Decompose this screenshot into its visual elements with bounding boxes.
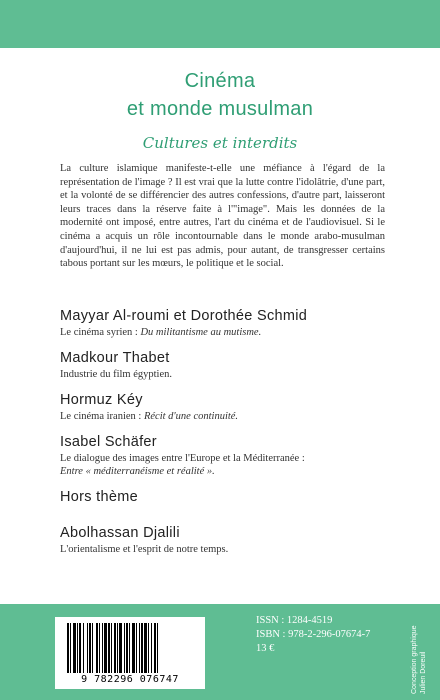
barcode-bar: [119, 623, 122, 673]
article-title-plain: Le dialogue des images entre l'Europe et la Méditerranée :: [60, 453, 305, 464]
barcode-bar: [139, 623, 140, 673]
barcode-bar: [132, 623, 135, 673]
barcode-bar: [77, 623, 78, 673]
barcode: [55, 617, 205, 689]
author-name: Isabel Schäfer: [60, 434, 157, 450]
barcode-bar: [99, 623, 100, 673]
barcode-bar: [124, 623, 125, 673]
barcode-bar: [117, 623, 118, 673]
article-title: [60, 452, 385, 465]
section-heading: Hors thème: [60, 489, 138, 505]
contents-entry: [60, 348, 385, 381]
contents-entry: [60, 306, 385, 339]
contents-entry: [60, 432, 385, 478]
article-title-plain: Le cinéma iranien :: [60, 411, 144, 422]
article-title: [60, 368, 385, 381]
author-name: Madkour Thabet: [60, 350, 170, 366]
intro-paragraph: La culture islamique manifeste-t-elle une méfiance à l'égard de la représentation de l'image ? Il est vrai que la lutte contre l'idolâtrie, d'une part, et la volonté de se différencier des autres confessions, d'autre part, laisseront leurs traces dans la réserve faite à l'"image". Mais les données de la modernité ont imposé, entre autres, l'art du cinéma et de l'audiovisuel. Si le cinéma a acquis un rôle incontournable dans le monde arabo-musulman d'aujourd'hui, il ne lui est pas admis, pour autant, de transgresser certains tabous portant sur les mœurs, le politique et le social.: [60, 163, 385, 270]
barcode-bar: [92, 623, 93, 673]
barcode-bar: [129, 623, 130, 673]
barcode-bar: [79, 623, 81, 673]
design-credit: [410, 626, 428, 695]
barcode-number: 9 782296 076747: [81, 674, 179, 685]
isbn-text: ISBN : 978-2-296-07674-7: [256, 629, 371, 640]
book-title-line1: Cinéma: [184, 70, 256, 92]
article-title-italic: Entre « méditerranéisme et réalité ».: [60, 466, 215, 477]
contents-entry: [60, 523, 385, 556]
article-title-italic: Récit d'une continuité.: [143, 411, 239, 422]
barcode-bar: [102, 623, 103, 673]
barcode-bar: [104, 623, 107, 673]
article-title-plain: Industrie du film égyptien.: [60, 369, 172, 380]
barcode-bar: [67, 623, 69, 673]
article-title-plain: Le cinéma syrien :: [60, 327, 141, 338]
top-color-band: [0, 0, 440, 48]
credit-line: Julien Doreuil: [420, 651, 427, 694]
barcode-bar: [70, 623, 71, 673]
barcode-bar: [96, 623, 98, 673]
barcode-bar: [126, 623, 128, 673]
article-title-italic: Du militantisme au mutisme.: [140, 327, 262, 338]
credit-line: Conception graphique: [411, 625, 418, 694]
contents-entry: [60, 390, 385, 423]
author-name: Abolhassan Djalili: [60, 525, 180, 541]
publication-info: [256, 614, 370, 656]
barcode-bar: [151, 623, 152, 673]
barcode-bar: [154, 623, 156, 673]
book-title-line2: et monde musulman: [126, 98, 314, 120]
barcode-bar: [114, 623, 116, 673]
barcode-bar: [144, 623, 147, 673]
article-title: [60, 410, 385, 423]
barcode-bars-icon: [65, 623, 195, 673]
price-text: 13 €: [256, 643, 275, 654]
barcode-bar: [157, 623, 158, 673]
barcode-bar: [111, 623, 112, 673]
barcode-bar: [89, 623, 91, 673]
article-title: [60, 326, 385, 339]
book-subtitle: Cultures et interdits: [142, 134, 298, 152]
barcode-bar: [73, 623, 76, 673]
article-title: L'orientalisme et l'esprit de notre temps.: [60, 544, 229, 555]
author-name: Mayyar Al-roumi et Dorothée Schmid: [60, 308, 308, 324]
barcode-bar: [136, 623, 137, 673]
barcode-bar: [83, 623, 84, 673]
barcode-bar: [87, 623, 88, 673]
author-name: Hormuz Kéy: [60, 392, 143, 408]
issn-text: ISSN : 1284-4519: [256, 615, 333, 626]
barcode-bar: [108, 623, 110, 673]
table-of-contents: [60, 306, 385, 565]
barcode-bar: [141, 623, 143, 673]
barcode-bar: [148, 623, 149, 673]
